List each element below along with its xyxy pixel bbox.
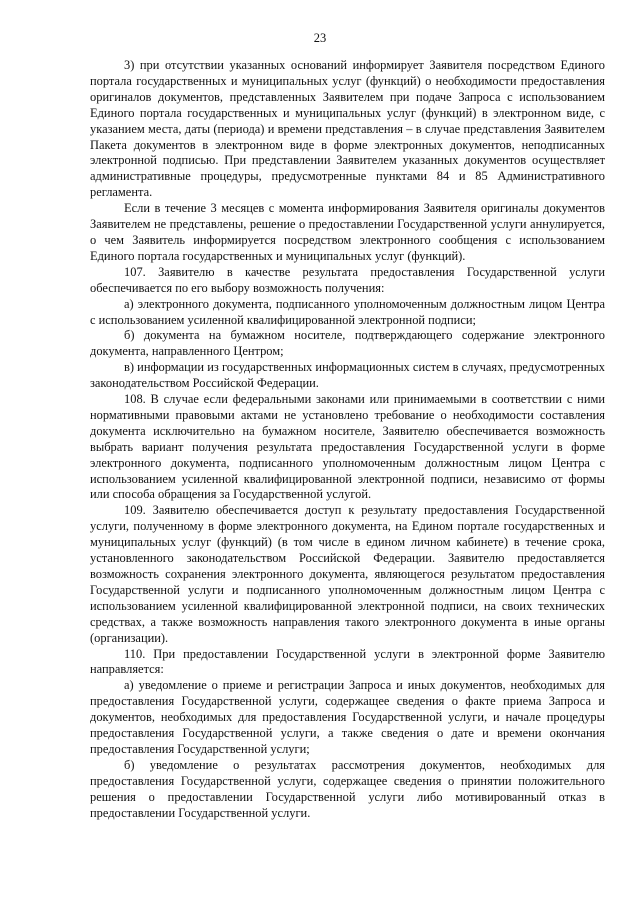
- page-number: 23: [313, 31, 327, 45]
- paragraph-107-b: б) документа на бумажном носителе, подтверждающего содержание электронного документа, направленного Центром;: [90, 328, 605, 359]
- paragraph-108: 108. В случае если федеральными законами или принимаемыми в соответствии с ними нормативными правовыми актами не установлено требование о необходимости составления документа исключительно на бумажном носителе, Заявителю обеспечивается возможность выбрать вариант получения результата предоставления Государственной услуги в форме электронного документа, подписанного уполномоченным должностным лицом Центра с использованием усиленной квалифицированной электронной подписи, независимо от формы или способа обращения за Государственной услугой.: [90, 392, 605, 502]
- paragraph-107-a: а) электронного документа, подписанного уполномоченным должностным лицом Центра с использованием усиленной квалифицированной электронной подписи;: [90, 296, 605, 327]
- document-body: [90, 58, 605, 822]
- paragraph-notify-originals: 3) при отсутствии указанных оснований информирует Заявителя посредством Единого портала государственных и муниципальных услуг (функций) о необходимости предоставления оригиналов документов, представленных Заявителем при подаче Запроса с использованием Единого портала государственных и муниципальных услуг (функций) в электронном виде, с указанием места, даты (периода) и времени представления – в случае представления Заявителем Пакета документов в электронном виде в форме электронных документов, неподписанных электронной подписью. При представлении Заявителем указанных документов осуществляет административные процедуры, предусмотренные пунктами 84 и 85 Административного регламента.: [90, 58, 605, 200]
- paragraph-107: 107. Заявителю в качестве результата предоставления Государственной услуги обеспечивается по его выбору возможность получения:: [90, 264, 605, 295]
- paragraph-110: 110. При предоставлении Государственной услуги в электронной форме Заявителю направляется:: [90, 646, 605, 677]
- paragraph-109: 109. Заявителю обеспечивается доступ к результату предоставления Государственной услуги, полученному в форме электронного документа, на Едином портале государственных и муниципальных услуг (функций) (в том числе в едином личном кабинете) в течение срока, установленного законодательством Российской Федерации. Заявителю предоставляется возможность сохранения электронного документа, являющегося результатом предоставления Государственной услуги и подписанного уполномоченным должностным лицом Центра с использованием усиленной квалифицированной электронной подписи, на своих технических средствах, а также возможность направления такого электронного документа в иные органы (организации).: [90, 503, 605, 645]
- paragraph-110-a: а) уведомление о приеме и регистрации Запроса и иных документов, необходимых для предоставления Государственной услуги, содержащее сведения о факте приема Запроса и документов, необходимых для предоставления Государственной услуги, и начале процедуры предоставления Государственной услуги, а также сведения о дате и времени окончания предоставления Государственной услуги;: [90, 678, 605, 756]
- paragraph-110-b: б) уведомление о результатах рассмотрения документов, необходимых для предоставления Государственной услуги, содержащее сведения о принятии положительного решения о предоставлении Государственной услуги либо мотивированный отказ в предоставлении Государственной услуги.: [90, 757, 605, 820]
- paragraph-annulment: Если в течение 3 месяцев с момента информирования Заявителя оригиналы документов Заявителем не представлены, решение о предоставлении Государственной услуги аннулируется, о чем Заявитель информируется посредством электронного сообщения с использованием Единого портала государственных и муниципальных услуг (функций).: [90, 201, 605, 263]
- paragraph-107-v: в) информации из государственных информационных систем в случаях, предусмотренных законодательством Российской Федерации.: [90, 360, 605, 391]
